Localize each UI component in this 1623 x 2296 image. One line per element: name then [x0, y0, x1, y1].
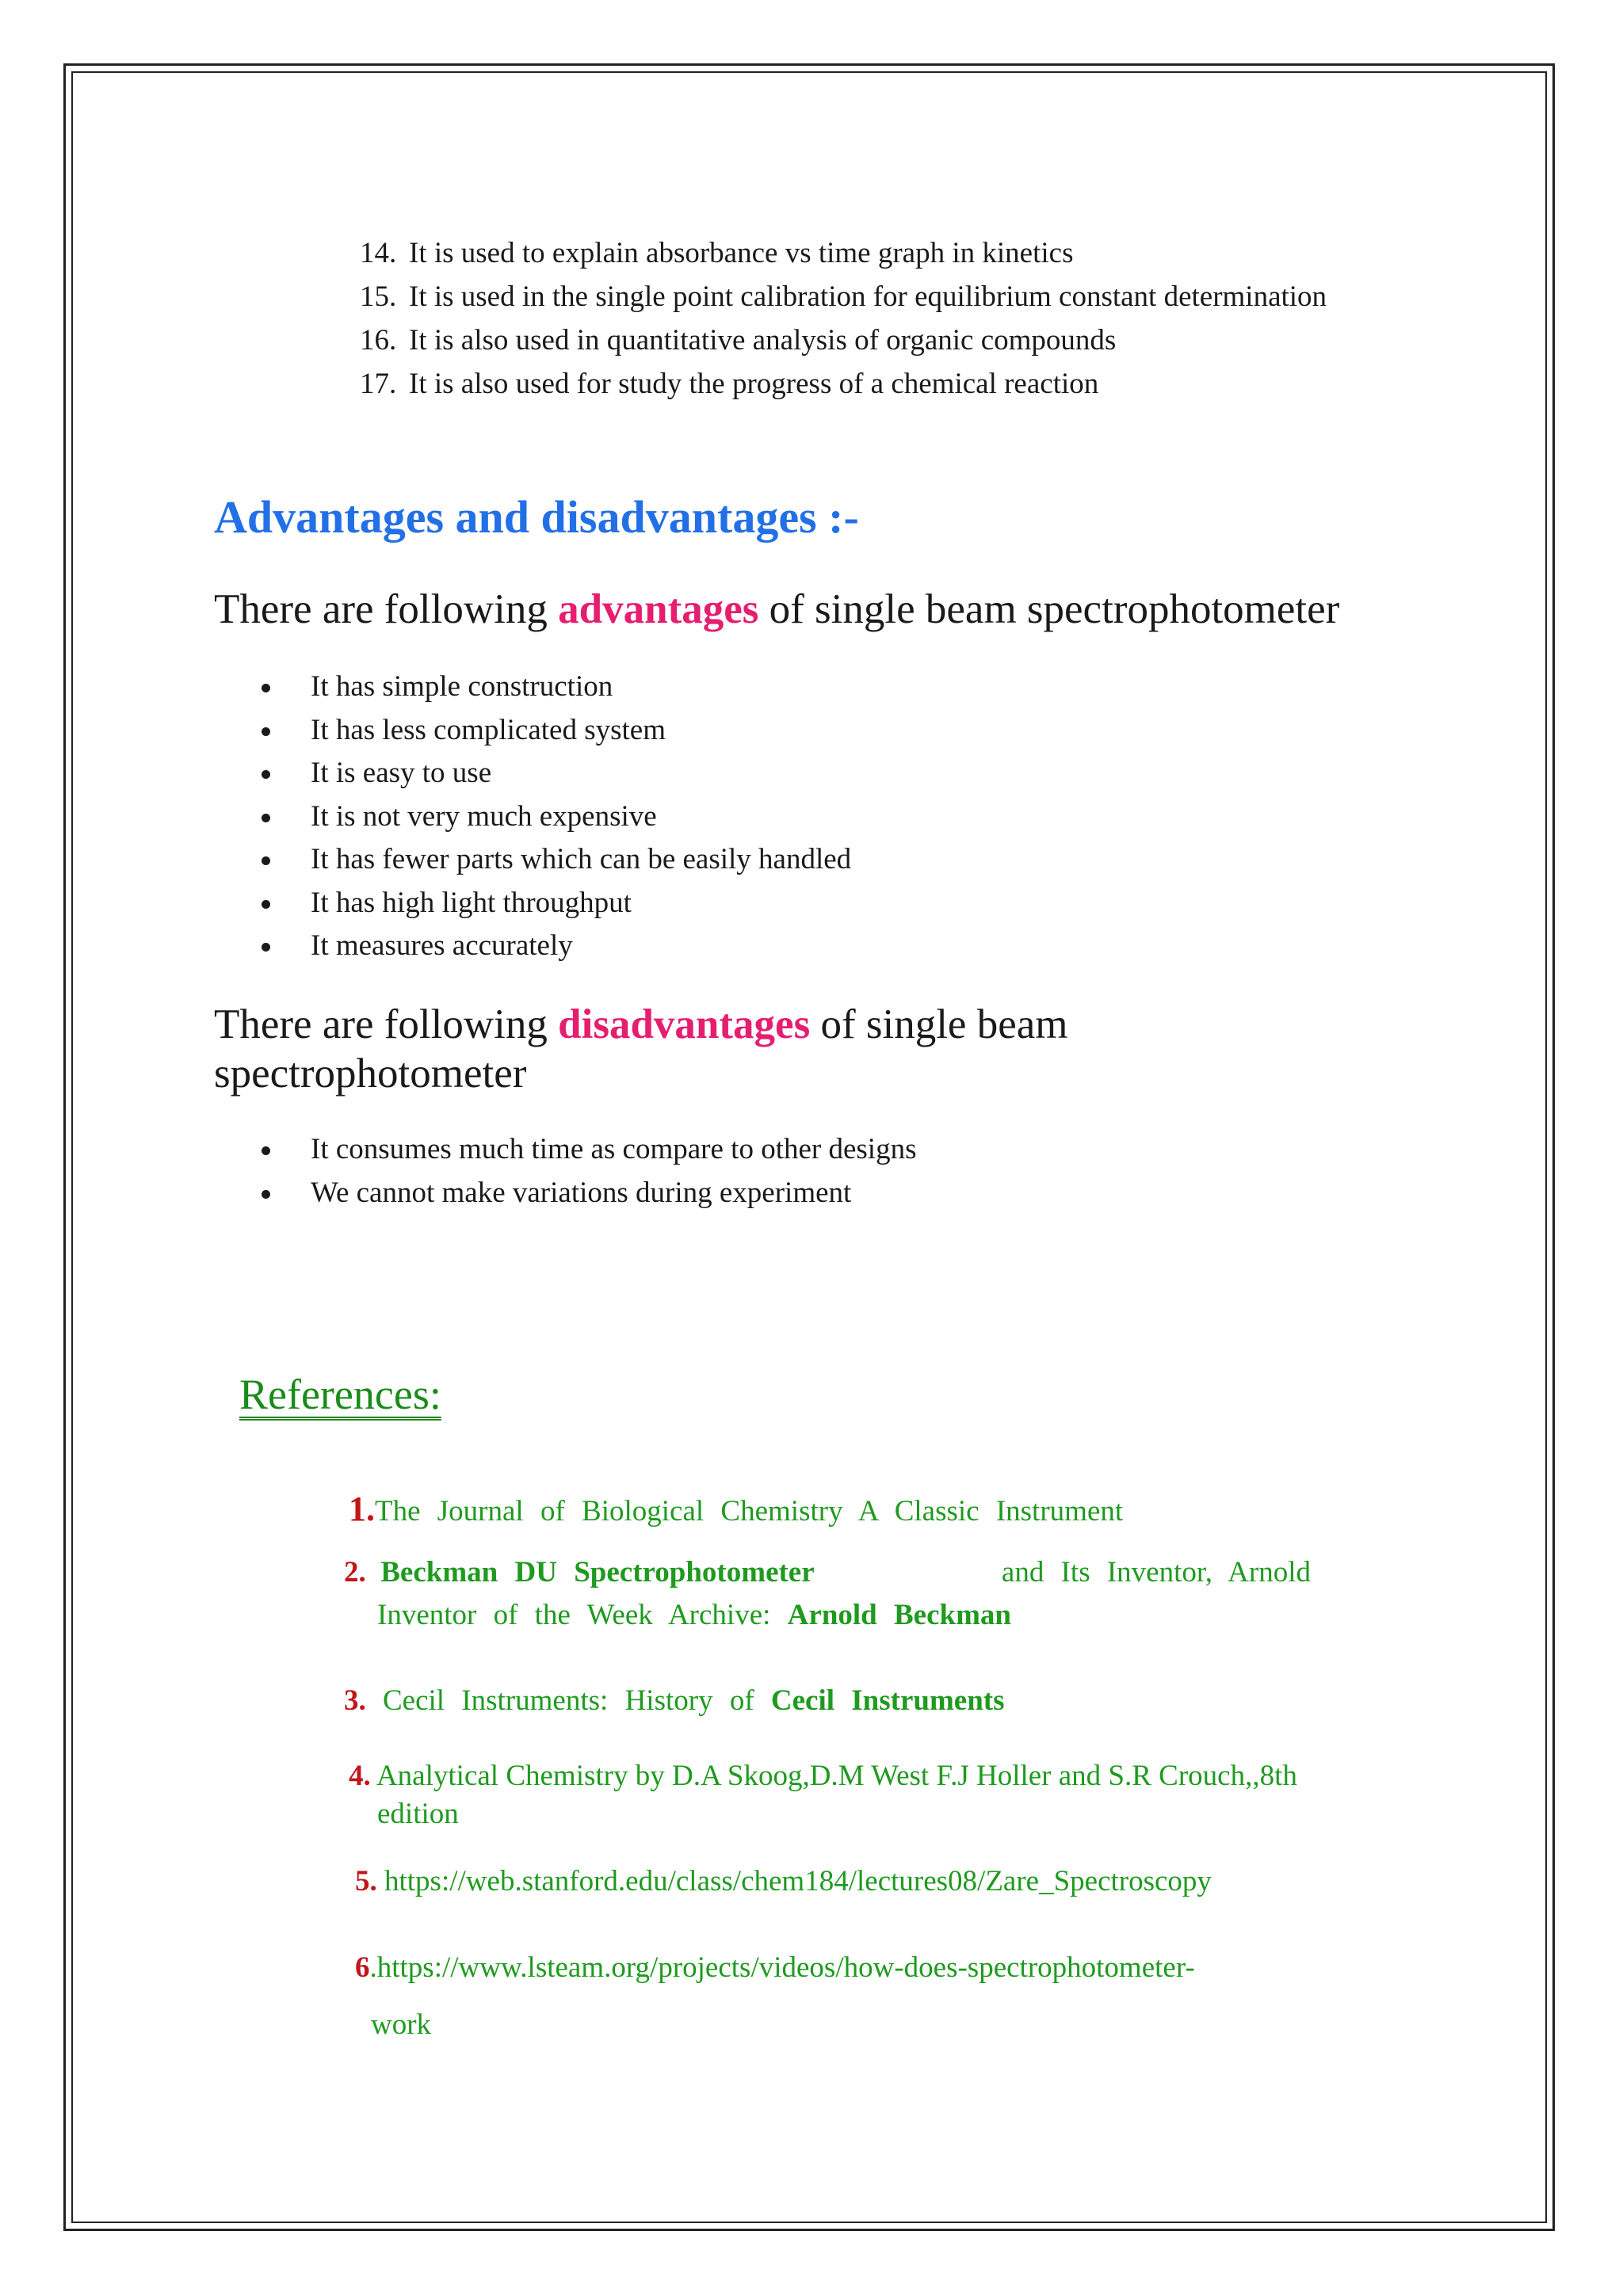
section-heading-advantages: Advantages and disadvantages :-: [214, 491, 859, 543]
bullet-icon: [262, 943, 270, 952]
reference-line: [344, 1594, 1311, 1637]
advantage-text: It is not very much expensive: [311, 799, 657, 833]
bullet-icon: [262, 856, 270, 865]
disadvantage-text: It consumes much time as compare to other designs: [311, 1133, 917, 1165]
bullet-icon: [262, 814, 270, 822]
advantages-intro: [214, 585, 1450, 634]
reference-2: [344, 1551, 1311, 1637]
use-item-16: [360, 322, 1390, 360]
reference-text: edition: [377, 1798, 459, 1830]
use-number: 16.: [360, 324, 397, 357]
intro-text-before: There are following: [214, 586, 559, 632]
disadvantage-text: We cannot make variations during experiment: [311, 1176, 852, 1209]
bullet-icon: [262, 727, 270, 736]
bullet-icon: [262, 770, 270, 779]
use-item-14: [360, 235, 1390, 273]
reference-line: [344, 1551, 1311, 1594]
use-number: 15.: [360, 280, 397, 313]
reference-bold-title: Beckman DU Spectrophotometer: [380, 1556, 815, 1589]
bullet-icon: [262, 684, 270, 692]
reference-text: The Journal of Biological Chemistry A Classic Instrument: [375, 1495, 1124, 1527]
list-item: [262, 884, 1371, 922]
use-text: It is also used for study the progress of a chemical reaction: [409, 368, 1099, 400]
reference-number: 4.: [349, 1760, 371, 1792]
list-item: [262, 841, 1371, 879]
list-item: [262, 798, 1371, 836]
reference-number: 5.: [355, 1865, 377, 1897]
reference-bold-name: Cecil Instruments: [770, 1684, 1005, 1717]
list-item: [262, 1174, 1371, 1212]
list-item: [262, 754, 1371, 792]
reference-link[interactable]: https://web.stanford.edu/class/chem184/lectures08/Zare_Spectroscopy: [376, 1865, 1212, 1897]
reference-number: 6: [355, 1951, 370, 1984]
reference-4: [349, 1757, 1297, 1833]
reference-number: 1.: [349, 1489, 375, 1528]
reference-text: and Its Inventor, Arnold: [1001, 1556, 1311, 1589]
advantage-text: It measures accurately: [311, 929, 573, 962]
advantages-list: [262, 668, 1371, 971]
use-number: 17.: [360, 368, 397, 400]
reference-lead: [344, 1551, 815, 1594]
disadvantages-intro: [214, 1000, 1165, 1098]
intro-text-after: of single beam spectrophotometer: [214, 1001, 1068, 1097]
advantage-text: It is easy to use: [311, 757, 492, 789]
reference-5: [355, 1860, 1212, 1903]
reference-text: Analytical Chemistry by D.A Skoog,D.M West F.J Holler and S.R Crouch,,8th: [370, 1760, 1297, 1792]
list-item: [262, 927, 1371, 965]
use-item-17: [360, 365, 1390, 403]
reference-1: [349, 1488, 1123, 1533]
bullet-icon: [262, 1146, 270, 1155]
reference-3: [344, 1680, 1005, 1722]
uses-list: [360, 235, 1390, 409]
bullet-icon: [262, 900, 270, 909]
advantage-text: It has high light throughput: [311, 886, 632, 919]
advantage-text: It has fewer parts which can be easily handled: [311, 843, 852, 875]
reference-number: 2.: [344, 1556, 366, 1589]
reference-link-continuation[interactable]: work: [371, 2008, 432, 2041]
reference-6: [355, 1939, 1195, 2054]
bullet-icon: [262, 1190, 270, 1199]
disadvantages-keyword: disadvantages: [558, 1001, 811, 1047]
list-item: [262, 1131, 1371, 1169]
advantage-text: It has simple construction: [311, 670, 613, 703]
references-heading: References:: [239, 1371, 441, 1418]
list-item: [262, 668, 1371, 706]
disadvantages-list: [262, 1131, 1371, 1217]
reference-line: [355, 1939, 1195, 1997]
reference-link[interactable]: .https://www.lsteam.org/projects/videos/how-does-spectrophotometer-: [369, 1951, 1195, 1984]
intro-text-after: of single beam spectrophotometer: [758, 586, 1340, 632]
reference-line: [349, 1757, 1297, 1795]
use-text: It is used to explain absorbance vs time graph in kinetics: [409, 237, 1074, 269]
use-number: 14.: [360, 237, 397, 269]
use-item-15: [360, 278, 1390, 316]
use-text: It is used in the single point calibration for equilibrium constant determination: [409, 280, 1327, 313]
advantage-text: It has less complicated system: [311, 713, 666, 746]
intro-text-before: There are following: [214, 1001, 559, 1047]
reference-text: Cecil Instruments: History of: [365, 1684, 771, 1717]
reference-text: Inventor of the Week Archive:: [377, 1599, 788, 1631]
use-text: It is also used in quantitative analysis of organic compounds: [409, 324, 1117, 357]
reference-bold-name: Arnold Beckman: [787, 1599, 1011, 1631]
reference-number: 3.: [344, 1684, 366, 1717]
advantages-keyword: advantages: [558, 586, 759, 632]
list-item: [262, 711, 1371, 749]
